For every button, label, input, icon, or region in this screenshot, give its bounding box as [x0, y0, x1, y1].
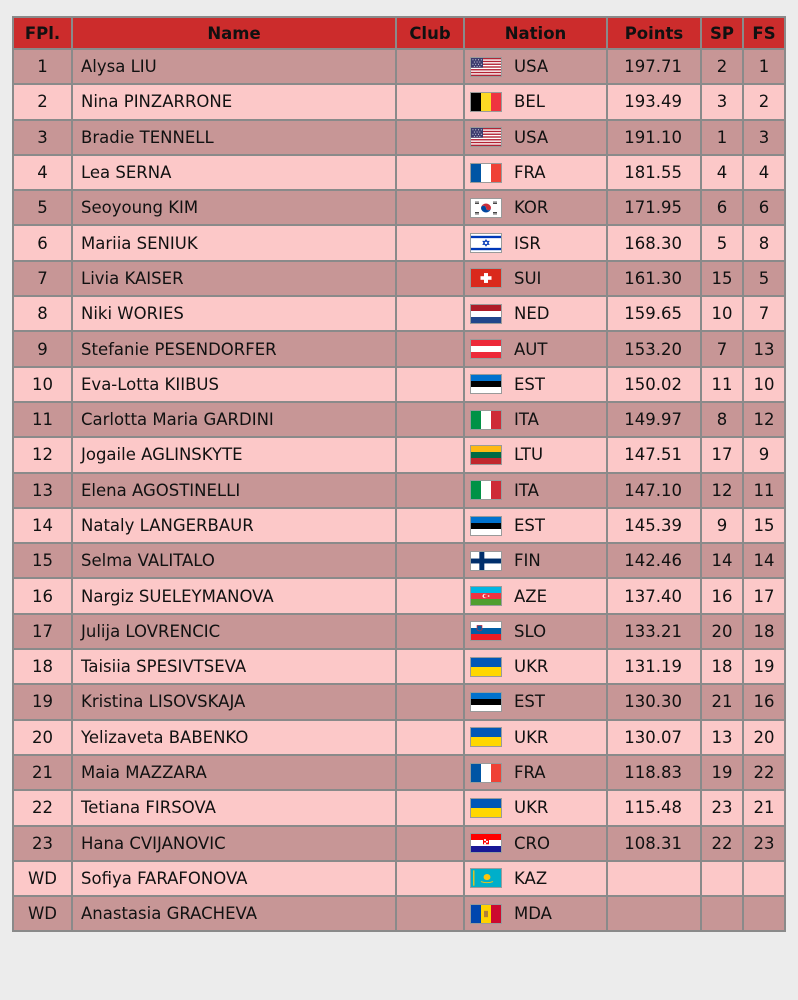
- club-cell: [396, 225, 464, 260]
- nation-cell: [464, 437, 607, 472]
- fs-rank-cell: 2: [743, 84, 785, 119]
- nation-cell: [464, 155, 607, 190]
- header-name[interactable]: Name: [72, 17, 396, 49]
- placement-cell: 16: [13, 578, 72, 613]
- flag-ned-icon: [470, 304, 502, 324]
- table-row-19: [13, 684, 785, 719]
- skater-name-cell: Julija LOVRENCIC: [72, 614, 396, 649]
- sp-rank-cell: 7: [701, 331, 743, 366]
- skater-name-cell: Yelizaveta BABENKO: [72, 720, 396, 755]
- fs-rank-cell: 3: [743, 120, 785, 155]
- skater-name-cell: Alysa LIU: [72, 49, 396, 84]
- placement-cell: 14: [13, 508, 72, 543]
- fs-rank-cell: 13: [743, 331, 785, 366]
- points-cell: 159.65: [607, 296, 701, 331]
- header-row: [13, 17, 785, 49]
- points-cell: 149.97: [607, 402, 701, 437]
- points-cell: 115.48: [607, 790, 701, 825]
- placement-cell: 23: [13, 826, 72, 861]
- fs-rank-cell: 8: [743, 225, 785, 260]
- header-points[interactable]: Points: [607, 17, 701, 49]
- nation-code: UKR: [514, 657, 549, 677]
- table-row-24: [13, 861, 785, 896]
- skater-name-cell: Mariia SENIUK: [72, 225, 396, 260]
- fs-rank-cell: 4: [743, 155, 785, 190]
- table-row-10: [13, 367, 785, 402]
- sp-rank-cell: 9: [701, 508, 743, 543]
- flag-fin-icon: [470, 551, 502, 571]
- placement-cell: 13: [13, 473, 72, 508]
- sp-rank-cell: 23: [701, 790, 743, 825]
- table-body: [13, 49, 785, 931]
- points-cell: 133.21: [607, 614, 701, 649]
- nation-code: SUI: [514, 268, 542, 288]
- placement-cell: 17: [13, 614, 72, 649]
- nation-code: EST: [514, 516, 545, 535]
- club-cell: [396, 826, 464, 861]
- points-cell: 142.46: [607, 543, 701, 578]
- flag-ita-icon: [470, 410, 502, 430]
- club-cell: [396, 896, 464, 931]
- skater-name-cell: Taisiia SPESIVTSEVA: [72, 649, 396, 684]
- flag-sui-icon: [470, 268, 502, 288]
- sp-rank-cell: 18: [701, 649, 743, 684]
- table-row-12: [13, 437, 785, 472]
- header-fpl[interactable]: FPl.: [13, 17, 72, 49]
- club-cell: [396, 684, 464, 719]
- table-row-23: [13, 826, 785, 861]
- sp-rank-cell: 14: [701, 543, 743, 578]
- nation-cell: [464, 402, 607, 437]
- club-cell: [396, 508, 464, 543]
- sp-rank-cell: 19: [701, 755, 743, 790]
- flag-ukr-icon: [470, 798, 502, 818]
- skater-name-cell: Maia MAZZARA: [72, 755, 396, 790]
- points-cell: 137.40: [607, 578, 701, 613]
- club-cell: [396, 578, 464, 613]
- flag-est-icon: [470, 692, 502, 712]
- sp-rank-cell: 8: [701, 402, 743, 437]
- sp-rank-cell: [701, 896, 743, 931]
- club-cell: [396, 720, 464, 755]
- placement-cell: 19: [13, 684, 72, 719]
- flag-aut-icon: [470, 339, 502, 359]
- nation-cell: [464, 190, 607, 225]
- points-cell: 191.10: [607, 120, 701, 155]
- fs-rank-cell: 20: [743, 720, 785, 755]
- points-cell: 147.51: [607, 437, 701, 472]
- club-cell: [396, 543, 464, 578]
- club-cell: [396, 367, 464, 402]
- club-cell: [396, 473, 464, 508]
- placement-cell: 4: [13, 155, 72, 190]
- nation-cell: [464, 49, 607, 84]
- points-cell: 131.19: [607, 649, 701, 684]
- skater-name-cell: Jogaile AGLINSKYTE: [72, 437, 396, 472]
- nation-cell: [464, 755, 607, 790]
- flag-usa-icon: [470, 57, 502, 77]
- fs-rank-cell: 14: [743, 543, 785, 578]
- club-cell: [396, 614, 464, 649]
- table-row-25: [13, 896, 785, 931]
- points-cell: 168.30: [607, 225, 701, 260]
- club-cell: [396, 649, 464, 684]
- nation-code: ITA: [514, 410, 539, 430]
- placement-cell: 9: [13, 331, 72, 366]
- skater-name-cell: Tetiana FIRSOVA: [72, 790, 396, 825]
- club-cell: [396, 402, 464, 437]
- table-row-11: [13, 402, 785, 437]
- nation-code: UKR: [514, 798, 549, 818]
- club-cell: [396, 261, 464, 296]
- table-row-17: [13, 614, 785, 649]
- flag-ukr-icon: [470, 727, 502, 747]
- placement-cell: 7: [13, 261, 72, 296]
- fs-rank-cell: 10: [743, 367, 785, 402]
- nation-code: FIN: [514, 551, 541, 571]
- nation-code: ITA: [514, 480, 539, 500]
- skater-name-cell: Hana CVIJANOVIC: [72, 826, 396, 861]
- nation-cell: [464, 861, 607, 896]
- points-cell: 130.30: [607, 684, 701, 719]
- flag-kor-icon: [470, 198, 502, 218]
- sp-rank-cell: 3: [701, 84, 743, 119]
- flag-usa-icon: [470, 127, 502, 147]
- nation-cell: [464, 84, 607, 119]
- nation-code: EST: [514, 374, 545, 394]
- placement-cell: 22: [13, 790, 72, 825]
- header-sp[interactable]: SP: [701, 17, 743, 49]
- nation-cell: [464, 578, 607, 613]
- sp-rank-cell: 21: [701, 684, 743, 719]
- nation-code: NED: [514, 304, 550, 324]
- club-cell: [396, 49, 464, 84]
- nation-cell: [464, 720, 607, 755]
- sp-rank-cell: 13: [701, 720, 743, 755]
- sp-rank-cell: 12: [701, 473, 743, 508]
- points-cell: 118.83: [607, 755, 701, 790]
- points-cell: 147.10: [607, 473, 701, 508]
- nation-code: FRA: [514, 763, 546, 783]
- table-row-21: [13, 755, 785, 790]
- placement-cell: 21: [13, 755, 72, 790]
- points-cell: 130.07: [607, 720, 701, 755]
- nation-code: LTU: [514, 445, 544, 465]
- fs-rank-cell: [743, 896, 785, 931]
- table-row-22: [13, 790, 785, 825]
- club-cell: [396, 790, 464, 825]
- table-row-14: [13, 508, 785, 543]
- skater-name-cell: Bradie TENNELL: [72, 120, 396, 155]
- placement-cell: 2: [13, 84, 72, 119]
- nation-cell: [464, 367, 607, 402]
- table-row-16: [13, 578, 785, 613]
- fs-rank-cell: 9: [743, 437, 785, 472]
- sp-rank-cell: 16: [701, 578, 743, 613]
- flag-isr-icon: [470, 233, 502, 253]
- placement-cell: 11: [13, 402, 72, 437]
- skater-name-cell: Nataly LANGERBAUR: [72, 508, 396, 543]
- flag-ita-icon: [470, 480, 502, 500]
- club-cell: [396, 437, 464, 472]
- skater-name-cell: Elena AGOSTINELLI: [72, 473, 396, 508]
- results-table: [12, 16, 786, 932]
- sp-rank-cell: 17: [701, 437, 743, 472]
- club-cell: [396, 190, 464, 225]
- skater-name-cell: Nargiz SUELEYMANOVA: [72, 578, 396, 613]
- placement-cell: 20: [13, 720, 72, 755]
- table-row-8: [13, 296, 785, 331]
- flag-cro-icon: [470, 833, 502, 853]
- fs-rank-cell: 15: [743, 508, 785, 543]
- fs-rank-cell: 16: [743, 684, 785, 719]
- points-cell: 153.20: [607, 331, 701, 366]
- nation-code: MDA: [514, 904, 552, 924]
- points-cell: 161.30: [607, 261, 701, 296]
- points-cell: [607, 896, 701, 931]
- sp-rank-cell: 22: [701, 826, 743, 861]
- club-cell: [396, 155, 464, 190]
- fs-rank-cell: 22: [743, 755, 785, 790]
- placement-cell: 8: [13, 296, 72, 331]
- fs-rank-cell: 6: [743, 190, 785, 225]
- flag-est-icon: [470, 374, 502, 394]
- fs-rank-cell: 19: [743, 649, 785, 684]
- placement-cell: 10: [13, 367, 72, 402]
- fs-rank-cell: 5: [743, 261, 785, 296]
- points-cell: 145.39: [607, 508, 701, 543]
- placement-cell: 15: [13, 543, 72, 578]
- nation-code: CRO: [514, 833, 550, 853]
- placement-cell: 18: [13, 649, 72, 684]
- table-header: [13, 17, 785, 49]
- skater-name-cell: Kristina LISOVSKAJA: [72, 684, 396, 719]
- fs-rank-cell: 21: [743, 790, 785, 825]
- table-row-5: [13, 190, 785, 225]
- nation-cell: [464, 331, 607, 366]
- skater-name-cell: Anastasia GRACHEVA: [72, 896, 396, 931]
- points-cell: 197.71: [607, 49, 701, 84]
- nation-code: USA: [514, 57, 549, 77]
- skater-name-cell: Sofiya FARAFONOVA: [72, 861, 396, 896]
- sp-rank-cell: 2: [701, 49, 743, 84]
- skater-name-cell: Stefanie PESENDORFER: [72, 331, 396, 366]
- header-fs[interactable]: FS: [743, 17, 785, 49]
- nation-cell: [464, 120, 607, 155]
- table-row-9: [13, 331, 785, 366]
- flag-bel-icon: [470, 92, 502, 112]
- flag-fra-icon: [470, 163, 502, 183]
- nation-cell: [464, 508, 607, 543]
- flag-kaz-icon: [470, 868, 502, 888]
- club-cell: [396, 331, 464, 366]
- nation-cell: [464, 543, 607, 578]
- placement-cell: 12: [13, 437, 72, 472]
- nation-cell: [464, 649, 607, 684]
- table-row-20: [13, 720, 785, 755]
- flag-fra-icon: [470, 763, 502, 783]
- sp-rank-cell: 6: [701, 190, 743, 225]
- club-cell: [396, 120, 464, 155]
- flag-ukr-icon: [470, 657, 502, 677]
- placement-cell: WD: [13, 861, 72, 896]
- skater-name-cell: Selma VALITALO: [72, 543, 396, 578]
- table-row-6: [13, 225, 785, 260]
- placement-cell: 6: [13, 225, 72, 260]
- points-cell: 193.49: [607, 84, 701, 119]
- nation-code: EST: [514, 692, 545, 712]
- header-nation[interactable]: Nation: [464, 17, 607, 49]
- club-cell: [396, 84, 464, 119]
- skater-name-cell: Livia KAISER: [72, 261, 396, 296]
- nation-cell: [464, 684, 607, 719]
- placement-cell: 3: [13, 120, 72, 155]
- table-row-4: [13, 155, 785, 190]
- nation-code: BEL: [514, 92, 545, 112]
- sp-rank-cell: 4: [701, 155, 743, 190]
- fs-rank-cell: 18: [743, 614, 785, 649]
- header-club[interactable]: Club: [396, 17, 464, 49]
- fs-rank-cell: 12: [743, 402, 785, 437]
- nation-cell: [464, 614, 607, 649]
- sp-rank-cell: 15: [701, 261, 743, 296]
- nation-cell: [464, 826, 607, 861]
- nation-code: ISR: [514, 233, 541, 253]
- nation-cell: [464, 225, 607, 260]
- skater-name-cell: Eva-Lotta KIIBUS: [72, 367, 396, 402]
- nation-code: SLO: [514, 621, 547, 641]
- table-row-7: [13, 261, 785, 296]
- sp-rank-cell: 11: [701, 367, 743, 402]
- table-row-3: [13, 120, 785, 155]
- nation-cell: [464, 473, 607, 508]
- points-cell: 181.55: [607, 155, 701, 190]
- points-cell: 150.02: [607, 367, 701, 402]
- skater-name-cell: Seoyoung KIM: [72, 190, 396, 225]
- placement-cell: WD: [13, 896, 72, 931]
- flag-est-icon: [470, 516, 502, 536]
- flag-aze-icon: [470, 586, 502, 606]
- nation-cell: [464, 261, 607, 296]
- sp-rank-cell: 10: [701, 296, 743, 331]
- flag-slo-icon: [470, 621, 502, 641]
- fs-rank-cell: 11: [743, 473, 785, 508]
- nation-code: AZE: [514, 586, 548, 606]
- fs-rank-cell: 1: [743, 49, 785, 84]
- fs-rank-cell: 7: [743, 296, 785, 331]
- nation-cell: [464, 896, 607, 931]
- sp-rank-cell: 1: [701, 120, 743, 155]
- sp-rank-cell: 5: [701, 225, 743, 260]
- club-cell: [396, 296, 464, 331]
- fs-rank-cell: 17: [743, 578, 785, 613]
- sp-rank-cell: 20: [701, 614, 743, 649]
- table-row-2: [13, 84, 785, 119]
- points-cell: 108.31: [607, 826, 701, 861]
- flag-ltu-icon: [470, 445, 502, 465]
- points-cell: [607, 861, 701, 896]
- nation-code: AUT: [514, 339, 548, 359]
- nation-code: KOR: [514, 198, 549, 218]
- flag-mda-icon: [470, 904, 502, 924]
- table-row-13: [13, 473, 785, 508]
- nation-cell: [464, 296, 607, 331]
- placement-cell: 1: [13, 49, 72, 84]
- skater-name-cell: Carlotta Maria GARDINI: [72, 402, 396, 437]
- nation-code: FRA: [514, 163, 546, 183]
- sp-rank-cell: [701, 861, 743, 896]
- table-row-18: [13, 649, 785, 684]
- table-row-1: [13, 49, 785, 84]
- placement-cell: 5: [13, 190, 72, 225]
- club-cell: [396, 861, 464, 896]
- table-row-15: [13, 543, 785, 578]
- fs-rank-cell: [743, 861, 785, 896]
- skater-name-cell: Nina PINZARRONE: [72, 84, 396, 119]
- club-cell: [396, 755, 464, 790]
- nation-code: KAZ: [514, 868, 548, 888]
- nation-code: USA: [514, 127, 549, 147]
- nation-code: UKR: [514, 727, 549, 747]
- fs-rank-cell: 23: [743, 826, 785, 861]
- nation-cell: [464, 790, 607, 825]
- points-cell: 171.95: [607, 190, 701, 225]
- skater-name-cell: Niki WORIES: [72, 296, 396, 331]
- skater-name-cell: Lea SERNA: [72, 155, 396, 190]
